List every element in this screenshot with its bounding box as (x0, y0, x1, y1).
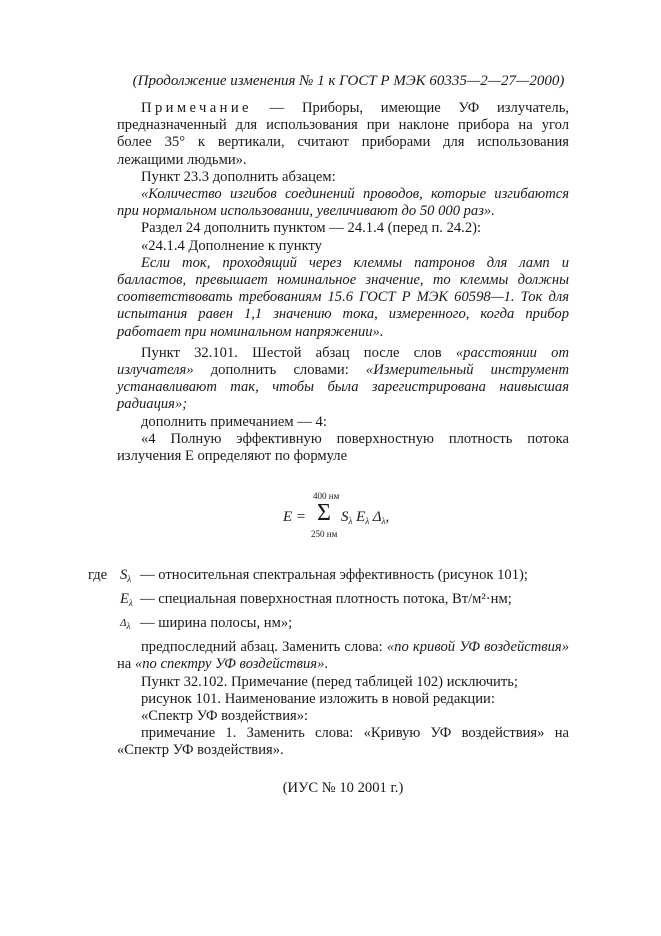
paragraph-24-1-4: «24.1.4 Дополнение к пункту (141, 237, 322, 254)
document-body (88, 100, 569, 797)
formula-e-sub: λ (365, 516, 370, 527)
paragraph-note-1: примечание 1. Заменить слова: «Кривую УФ воздействия» на «Спектр УФ воздействия». (117, 725, 569, 759)
paragraph-new-title: «Спектр УФ воздействия»: (141, 708, 309, 725)
paragraph-section-24: Раздел 24 дополнить пунктом — 24.1.4 (перед п. 24.2): (141, 220, 482, 237)
formula (117, 477, 569, 557)
definition-symbol: $\Delta_\lambda$ (120, 617, 131, 632)
paragraph-penultimate (117, 639, 569, 673)
p9-old: «по кривой УФ воздействия» (386, 639, 569, 656)
definition-text: — специальная поверхностная плотность потока, Вт/м²·нм; (140, 591, 512, 608)
formula-rhs (341, 509, 389, 530)
document-header: (Продолжение изменения № 1 к ГОСТ Р МЭК 60335—2—27—2000) (132, 73, 565, 89)
p6-lead: Пункт 32.101. Шестой абзац после слов (141, 344, 456, 361)
paragraph-flux-density: «4 Полную эффективную поверхностную плотность потока излучения E определяют по формуле (117, 430, 569, 465)
formula-e: E (352, 509, 366, 526)
formula-definitions (88, 567, 569, 639)
paragraph-bending-count: «Количество изгибов соединений проводов, которые изгибаются при нормальном использовании, увеличивают до 50 000 раз». (117, 186, 569, 220)
formula-lhs: E = (283, 509, 307, 526)
definition-text: — ширина полосы, нм»; (140, 615, 293, 632)
formula-delta: Δ (369, 509, 382, 526)
definition-symbol: $E_\lambda$ (120, 591, 133, 609)
definition-row (88, 567, 569, 591)
definition-text: — относительная спектральная эффективность (рисунок 101); (140, 567, 528, 584)
note-text: — Приборы, имеющие УФ излучатель, предназначенный для использования при наклоне прибора на угол более 35° к вертикали, считают приборами для использования лежащими людьми». (117, 100, 569, 168)
formula-lower-limit: 250 нм (311, 529, 338, 540)
formula-s: S (341, 509, 349, 526)
p9-end: . (324, 656, 329, 673)
p6-addition: «Измерительный инструмент устанавливают так, чтобы была зарегистрирована наивысшая радиация»; (117, 362, 569, 413)
paragraph-32-101 (117, 345, 569, 414)
note-paragraph (117, 100, 569, 169)
note-label: Примечание (141, 100, 252, 116)
p9-mid: на (117, 656, 135, 673)
definition-prefix: где (88, 567, 108, 584)
formula-end: , (385, 509, 390, 526)
p6-mid: дополнить словами: (193, 362, 366, 379)
formula-upper-limit: 400 нм (313, 491, 340, 502)
paragraph-add-note-4: дополнить примечанием — 4: (141, 413, 327, 430)
ius-reference: (ИУС № 10 2001 г.) (282, 779, 404, 796)
paragraph-32-102: Пункт 32.102. Примечание (перед таблицей 102) исключить; (141, 673, 518, 690)
formula-sum-symbol: Σ (317, 500, 331, 527)
paragraph-current-test: Если ток, проходящий через клеммы патронов для ламп и балластов, превышает номинальное значение, то клеммы должны соответствовать требованиям 15.6 ГОСТ Р МЭК 60598—1. Ток для испытания равен 1,1 значению тока, измеренного, когда прибор работает при номинальном напряжении». (117, 254, 569, 340)
formula-s-sub: λ (348, 516, 353, 527)
paragraph-figure-101: рисунок 101. Наименование изложить в новой редакции: (141, 690, 495, 707)
p6-quote: «расстоянии от излучателя» (117, 344, 569, 379)
definition-row (117, 615, 569, 639)
paragraph-23-3: Пункт 23.3 дополнить абзацем: (141, 168, 336, 185)
definition-symbol: $S_\lambda$ (120, 567, 132, 585)
p9-lead: предпоследний абзац. Заменить слова: (141, 639, 387, 656)
p9-new: «по спектру УФ воздействия» (134, 656, 325, 673)
formula-delta-sub: λ (381, 516, 386, 527)
definition-row (117, 591, 569, 615)
